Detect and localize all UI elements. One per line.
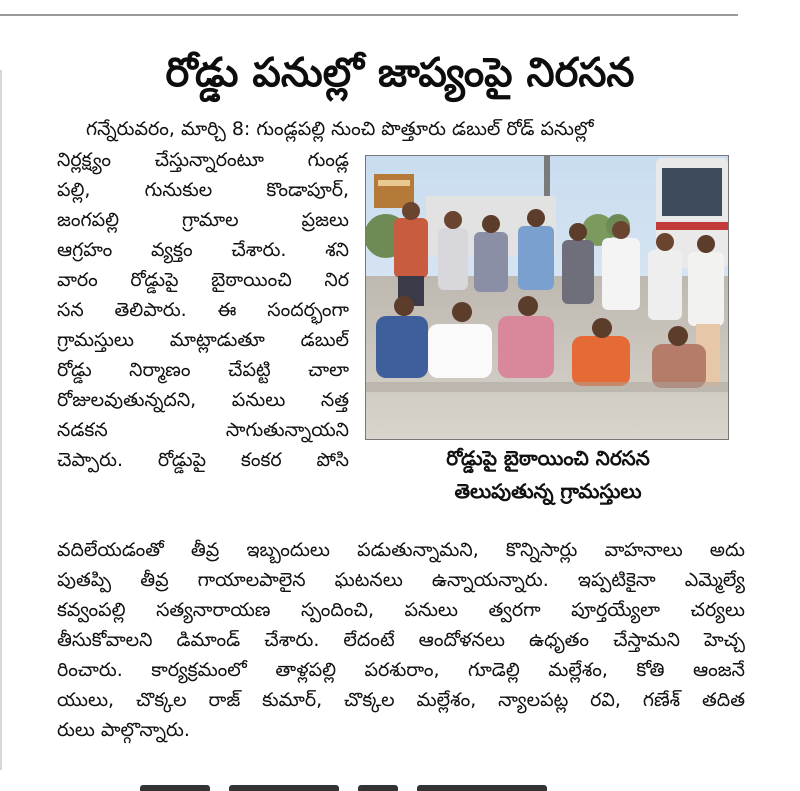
- body-line: కవ్వంపల్లి సత్యనారాయణ స్పందించి, పనులు త్వరగా పూర్తయ్యేలా చర్యలు: [57, 599, 745, 621]
- body-line: తీసుకోవాలని డిమాండ్ చేశారు. లేదంటే ఆందోళనలు ఉధృతం చేస్తామని హెచ్చ: [57, 629, 745, 651]
- body-line: రోజులవుతున్నదని, పనులు నత్త: [57, 389, 349, 411]
- article-narrow-column: [57, 145, 349, 475]
- article-headline: రోడ్డు పనుల్లో జాప్యంపై నిరసన: [165, 50, 635, 96]
- body-line: రులు పాల్గొన్నారు.: [57, 719, 190, 741]
- body-line: వదిలేయడంతో తీవ్ర ఇబ్బందులు పడుతున్నామని, కొన్నిసార్లు వాహనాలు అదు: [57, 539, 745, 561]
- body-line: నిర్లక్ష్యం చేస్తున్నారంటూ గుండ్ల: [57, 149, 349, 171]
- photo-caption-line-1: రోడ్డుపై బైఠాయించి నిరసన: [446, 446, 650, 470]
- news-photo: [365, 155, 729, 440]
- top-rule: [0, 14, 738, 16]
- cut-off-next-headline: [120, 778, 640, 791]
- body-line: చెప్పారు. రోడ్డుపై కంకర పోసి: [57, 449, 349, 471]
- left-column-rule: [0, 70, 2, 770]
- photo-caption-line-2: తెలుపుతున్న గ్రామస్తులు: [454, 479, 642, 503]
- body-line: యులు, చొక్కల రాజ్ కుమార్, చొక్కల మల్లేశం, న్యాలపట్ల రవి, గణేశ్ తదిత: [57, 689, 745, 711]
- body-line: ఆగ్రహం వ్యక్తం చేశారు. శని: [57, 239, 349, 261]
- body-line: జంగపల్లి గ్రామాల ప్రజలు: [57, 209, 349, 231]
- body-line: గ్రామస్తులు మాట్లాడుతూ డబుల్: [57, 329, 349, 351]
- body-line: పుతప్పి తీవ్ర గాయాలపాలైన ఘటనలు ఉన్నాయన్నారు. ఇప్పటికైనా ఎమ్మెల్యే: [57, 569, 745, 591]
- body-line: వారం రోడ్డుపై బైఠాయించి నిర: [57, 269, 349, 291]
- body-line: పల్లి, గునుకుల కొండాపూర్,: [57, 179, 349, 201]
- body-line: సన తెలిపారు. ఈ సందర్భంగా: [57, 299, 349, 321]
- body-line: నడకన సాగుతున్నాయని: [57, 419, 349, 441]
- body-line: రించారు. కార్యక్రమంలో తాళ్లపల్లి పరశురాం, గూడెల్లి మల్లేశం, కోతి ఆంజనే: [57, 659, 745, 681]
- article-full-width-text: [57, 535, 745, 745]
- body-line: రోడ్డు నిర్మాణం చేపట్టి చాలా: [57, 359, 349, 381]
- article-lead-line: గన్నేరువరం, మార్చి 8: గుండ్లపల్లి నుంచి పొత్తూరు డబుల్ రోడ్ పనుల్లో: [86, 118, 594, 140]
